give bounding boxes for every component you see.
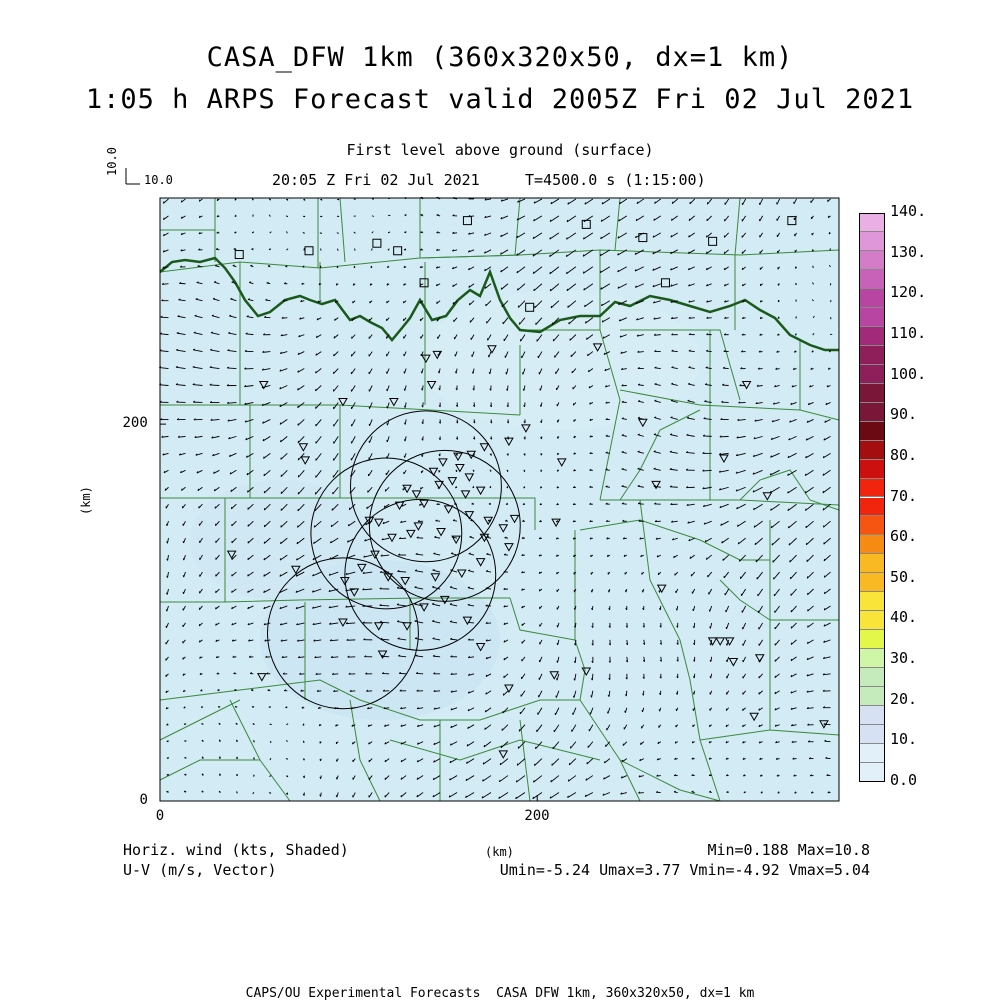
wind-vector-head xyxy=(336,795,337,797)
wind-vector xyxy=(380,605,389,606)
wind-vector-head xyxy=(726,725,727,727)
wind-vector-head xyxy=(268,265,270,266)
wind-vector-head xyxy=(387,423,388,425)
wind-vector-head xyxy=(642,710,643,712)
colorbar-border xyxy=(859,213,885,782)
wind-vector-head xyxy=(823,508,824,510)
wind-vector xyxy=(638,504,644,505)
wind-vector-head xyxy=(401,795,402,797)
wind-vector-head xyxy=(805,509,806,511)
wind-vector-head xyxy=(297,542,298,544)
forecast-time-label: T=4500.0 s (1:15:00) xyxy=(525,171,706,189)
wind-vector-head xyxy=(254,740,255,742)
y-tick-label: 0 xyxy=(139,792,148,808)
wind-vector-head xyxy=(659,709,660,711)
wind-vector-head xyxy=(163,201,164,203)
wind-vector-head xyxy=(754,525,755,527)
wind-vector-head xyxy=(420,487,421,489)
wind-vector-head xyxy=(550,289,551,291)
y-tick-label: 200 xyxy=(122,415,148,432)
wind-vector-head xyxy=(550,255,551,257)
colorbar-label: 40. xyxy=(890,608,918,627)
wind-vector-head xyxy=(269,249,271,250)
wind-vector-head xyxy=(182,489,183,491)
colorbar-label: 120. xyxy=(890,283,927,302)
wind-vector-head xyxy=(658,742,659,744)
wind-vector-head xyxy=(253,215,254,217)
wind-vector-head xyxy=(199,640,200,642)
footer-min-max: Min=0.188 Max=10.8 xyxy=(707,841,870,859)
wind-vector-head xyxy=(217,199,218,201)
wind-vector-head xyxy=(455,354,456,356)
wind-vector-head xyxy=(690,557,691,559)
x-tick-label: 200 xyxy=(524,808,550,824)
wind-vector-head xyxy=(591,590,592,592)
wind-vector-head xyxy=(533,272,534,274)
colorbar-label: 30. xyxy=(890,649,918,668)
wind-vector-head xyxy=(248,558,249,560)
wind-vector-head xyxy=(231,490,232,492)
plot-title-line1: CASA_DFW 1km (360x320x50, dx=1 km) xyxy=(206,42,794,73)
wind-vector-head xyxy=(401,778,402,780)
wind-vector-head xyxy=(469,286,470,288)
colorbar-label: 50. xyxy=(890,567,918,586)
wind-vector-head xyxy=(334,336,335,338)
wind-vector-head xyxy=(367,507,368,509)
wind-vector-head xyxy=(303,216,305,217)
x-axis-label: (km) xyxy=(485,845,514,859)
wind-vector-head xyxy=(251,249,253,250)
wind-vector-head xyxy=(671,417,673,418)
wind-vector-head xyxy=(506,372,507,374)
wind-vector-head xyxy=(470,536,472,537)
wind-vector-head xyxy=(533,254,534,256)
wind-vector-head xyxy=(469,553,471,554)
wind-vector-head xyxy=(693,609,694,611)
wind-vector-head xyxy=(556,678,557,680)
wind-vector-head xyxy=(387,440,388,442)
wind-vector-head xyxy=(504,658,505,660)
wind-vector-head xyxy=(638,451,640,452)
wind-vector-head xyxy=(485,710,486,712)
wind-vector-head xyxy=(298,406,299,408)
wind-vector-head xyxy=(524,486,525,488)
wind-vector-head xyxy=(248,574,249,576)
wind-vector-head xyxy=(824,592,825,594)
wind-vector-head xyxy=(483,762,484,764)
wind-vector xyxy=(227,368,236,369)
wind-vector-head xyxy=(216,607,217,609)
wind-vector-head xyxy=(451,553,453,554)
wind-vector-head xyxy=(516,780,517,782)
wind-vector-head xyxy=(539,589,540,591)
wind-vector-head xyxy=(287,740,288,742)
wind-vector-head xyxy=(320,759,321,761)
footer-credit: CAPS/OU Experimental Forecasts CASA DFW 1km, 360x320x50, dx=1 km xyxy=(245,986,755,1000)
wind-vector-head xyxy=(806,526,807,528)
wind-vector-head xyxy=(184,791,186,792)
wind-vector-head xyxy=(587,354,588,356)
wind-vector-head xyxy=(385,760,386,762)
footer-vector-field: U-V (m/s, Vector) xyxy=(123,861,277,879)
wind-vector-head xyxy=(335,301,336,303)
wind-vector-head xyxy=(588,370,589,372)
wind-vector-head xyxy=(184,724,186,725)
wind-vector-head xyxy=(671,400,673,401)
colorbar-label: 130. xyxy=(890,242,927,261)
wind-vector-head xyxy=(437,302,438,304)
wind-vector-head xyxy=(404,371,405,373)
wind-vector-head xyxy=(166,609,167,611)
colorbar-label: 80. xyxy=(890,445,918,464)
wind-vector-head xyxy=(199,200,200,202)
wind-vector-head xyxy=(269,776,271,777)
wind-vector-head xyxy=(788,526,789,528)
wind-vector-head xyxy=(404,456,405,458)
x-tick-label: 0 xyxy=(155,808,165,824)
wind-vector-head xyxy=(823,525,824,527)
wind-vector-head xyxy=(655,202,656,204)
wind-vector-head xyxy=(791,643,792,645)
colorbar-label: 100. xyxy=(890,364,927,383)
colorbar-label: 90. xyxy=(890,405,918,424)
colorbar-label: 0.0 xyxy=(890,771,918,789)
wind-vector-head xyxy=(198,489,199,491)
wind-vector-head xyxy=(607,712,608,714)
wind-vector-head xyxy=(823,491,824,493)
wind-vector-head xyxy=(642,590,643,592)
wind-vector-head xyxy=(264,457,265,459)
wind-vector-head xyxy=(706,235,707,237)
wind-vector-head xyxy=(557,625,558,627)
wind-vector-head xyxy=(214,489,215,491)
wind-vector-head xyxy=(251,689,253,690)
wind-vector-head xyxy=(264,558,265,560)
valid-time-label: 20:05 Z Fri 02 Jul 2021 xyxy=(272,171,480,189)
wind-vector-head xyxy=(738,542,739,544)
wind-vector-head xyxy=(830,283,831,285)
wind-vector-head xyxy=(387,406,388,408)
wind-vector-head xyxy=(485,287,486,289)
wind-vector-head xyxy=(566,272,567,274)
vector-key-h-value: 10.0 xyxy=(144,173,173,187)
wind-vector-head xyxy=(387,389,388,391)
wind-vector-head xyxy=(337,249,338,251)
wind-vector-head xyxy=(388,232,390,233)
footer-uv-range: Umin=-5.24 Umax=3.77 Vmin=-4.92 Vmax=5.04 xyxy=(499,861,870,879)
wind-vector-head xyxy=(235,706,237,707)
wind-vector-head xyxy=(218,690,220,691)
wind-vector-head xyxy=(232,591,233,593)
wind-vector-head xyxy=(335,319,336,321)
wind-vector-head xyxy=(654,400,656,401)
wind-vector-head xyxy=(541,453,542,455)
wind-vector-head xyxy=(247,473,248,475)
wind-vector-head xyxy=(501,270,502,272)
colorbar-label: 60. xyxy=(890,527,918,546)
wind-vector-head xyxy=(213,298,215,299)
wind-vector-head xyxy=(233,265,235,266)
wind-vector-head xyxy=(331,525,332,527)
vector-key-v-value: 10.0 xyxy=(105,147,119,176)
wind-vector-head xyxy=(522,372,523,374)
wind-vector-head xyxy=(336,777,337,779)
wind-vector-head xyxy=(212,315,214,316)
wind-vector-head xyxy=(249,282,251,283)
wind-vector-head xyxy=(551,780,552,782)
wind-vector-head xyxy=(726,627,727,629)
wind-vector-head xyxy=(166,524,167,526)
wind-vector-head xyxy=(316,371,317,373)
wind-vector-head xyxy=(568,779,569,781)
wind-vector-head xyxy=(585,321,586,323)
wind-vector-head xyxy=(230,298,232,299)
level-label: First level above ground (surface) xyxy=(346,141,654,159)
wind-vector-head xyxy=(625,711,626,713)
wind-vector xyxy=(210,385,220,386)
wind-vector xyxy=(672,351,678,352)
colorbar-label: 20. xyxy=(890,689,918,708)
wind-vector-head xyxy=(234,248,236,249)
wind-vector-head xyxy=(183,575,184,577)
wind-vector-head xyxy=(484,745,485,747)
wind-vector-head xyxy=(830,248,831,250)
wind-vector-head xyxy=(654,417,656,418)
colorbar-label: 140. xyxy=(890,202,927,220)
wind-vector-head xyxy=(387,283,388,285)
wind-vector-head xyxy=(534,289,535,291)
wind-vector-head xyxy=(337,199,339,200)
wind-vector-head xyxy=(237,791,238,793)
wind-vector-head xyxy=(625,590,626,592)
wind-vector-head xyxy=(775,676,776,678)
wind-vector-head xyxy=(264,474,265,476)
wind-vector-head xyxy=(568,306,569,308)
wind-vector-head xyxy=(533,780,534,782)
wind-vector xyxy=(575,657,576,663)
wind-vector-head xyxy=(671,219,672,221)
wind-vector-head xyxy=(724,252,725,254)
colorbar-label: 70. xyxy=(890,486,918,505)
wind-vector-head xyxy=(500,763,501,765)
footer-shaded-field: Horiz. wind (kts, Shaded) xyxy=(123,841,349,859)
wind-vector xyxy=(381,656,389,657)
wind-vector-head xyxy=(336,283,337,285)
wind-vector-head xyxy=(404,232,406,233)
wind-vector-head xyxy=(181,200,182,202)
wind-vector-head xyxy=(672,202,673,204)
wind-vector-head xyxy=(370,283,371,285)
wind-vector-head xyxy=(163,218,164,220)
wind-vector-head xyxy=(232,282,234,283)
wind-vector-head xyxy=(567,289,568,291)
wind-vector-head xyxy=(247,490,248,492)
wind-vector-head xyxy=(771,526,772,528)
wind-vector-head xyxy=(706,558,707,560)
wind-vector-head xyxy=(604,761,605,763)
wind-vector-head xyxy=(371,266,372,268)
wind-vector-head xyxy=(473,470,474,472)
wind-vector-head xyxy=(501,288,502,290)
wind-vector-head xyxy=(522,624,523,626)
wind-vector-head xyxy=(709,610,710,612)
wind-vector-head xyxy=(354,199,356,200)
wind-vector-head xyxy=(450,586,452,587)
wind-vector-head xyxy=(829,232,830,234)
wind-vector-head xyxy=(517,271,518,273)
wind-vector-head xyxy=(304,248,305,250)
wind-vector-head xyxy=(215,265,217,266)
wind-vector-head xyxy=(573,696,574,698)
wind-vector-head xyxy=(550,272,551,274)
wind-vector-head xyxy=(584,305,585,307)
colorbar xyxy=(859,213,885,782)
plot-title-line2: 1:05 h ARPS Forecast valid 2005Z Fri 02 Jul 2021 xyxy=(85,84,915,115)
wind-vector-head xyxy=(608,590,609,592)
wind-vector-head xyxy=(654,434,656,435)
wind-vector-head xyxy=(280,440,281,442)
wind-vector-head xyxy=(788,509,789,511)
wind-vector-head xyxy=(214,282,216,283)
wind-vector-head xyxy=(420,301,421,303)
wind-vector-head xyxy=(369,742,370,744)
wind-vector-head xyxy=(167,758,169,759)
wind-vector-head xyxy=(280,542,281,544)
wind-vector-head xyxy=(689,219,690,221)
wind-vector-head xyxy=(808,626,809,628)
wind-vector-head xyxy=(586,338,587,340)
wind-vector-head xyxy=(638,417,640,418)
wind-vector-head xyxy=(540,389,541,391)
colorbar-label: 10. xyxy=(890,730,918,749)
wind-vector-head xyxy=(421,371,422,373)
y-axis-label: (km) xyxy=(79,486,93,515)
colorbar-label: 110. xyxy=(890,323,927,342)
wind-vector-head xyxy=(254,775,255,777)
wind-vector-head xyxy=(638,434,640,435)
vector-key-icon xyxy=(126,168,140,184)
wind-vector-head xyxy=(590,712,591,714)
wind-vector-head xyxy=(726,660,727,662)
wind-vector-head xyxy=(166,691,167,693)
wind-vector-head xyxy=(499,780,500,782)
wind-vector-head xyxy=(824,575,825,577)
wind-vector-head xyxy=(485,728,486,730)
wind-vector-head xyxy=(726,644,727,646)
wind-vector-head xyxy=(828,216,829,218)
wind-vector-head xyxy=(264,542,265,544)
wind-vector-head xyxy=(183,558,184,560)
